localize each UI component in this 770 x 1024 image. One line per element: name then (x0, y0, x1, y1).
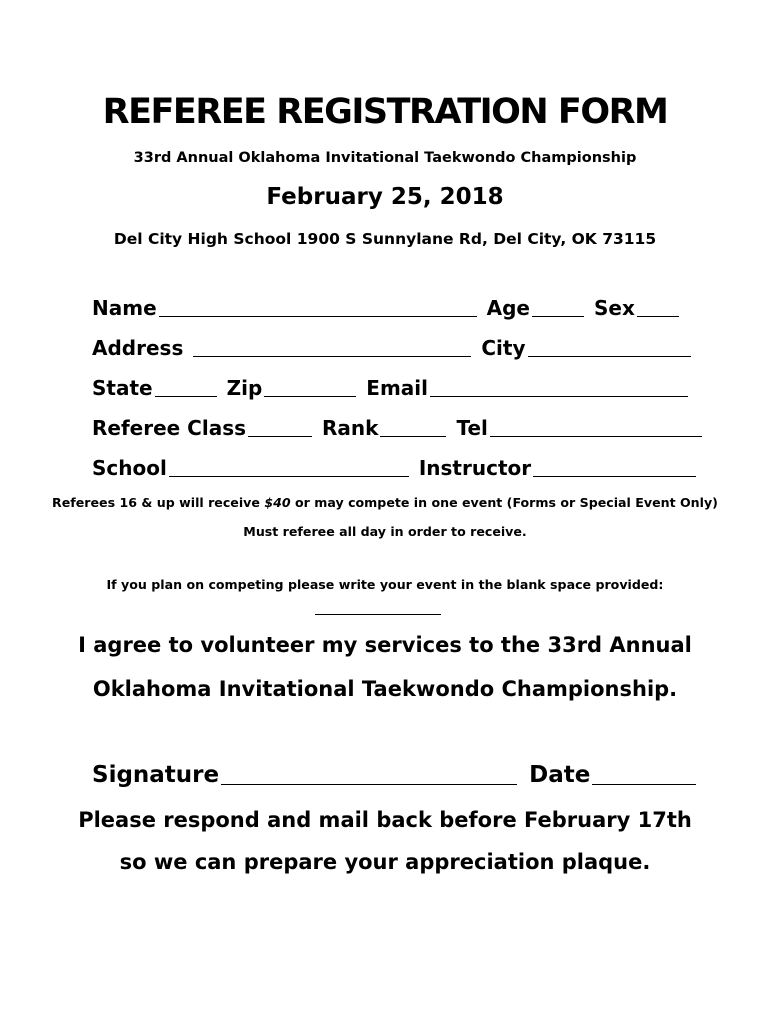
name-blank[interactable] (159, 296, 477, 317)
signature-blank[interactable] (221, 764, 517, 785)
name-label: Name (92, 296, 157, 320)
state-field[interactable] (92, 376, 217, 400)
competing-note: If you plan on competing please write your event in the blank space provided: (106, 577, 664, 592)
email-label: Email (366, 376, 428, 400)
signature-row (92, 762, 682, 788)
agreement-line-2: Oklahoma Invitational Taekwondo Championship. (92, 677, 678, 701)
footer-line-1: Please respond and mail back before February 17th (78, 808, 692, 832)
address-field[interactable] (92, 336, 471, 360)
event-address: Del City High School 1900 S Sunnylane Rd, Del City, OK 73115 (113, 230, 657, 248)
event-blank[interactable] (315, 614, 441, 615)
age-field[interactable] (487, 296, 584, 320)
rank-label: Rank (322, 416, 379, 440)
city-label: City (481, 336, 526, 360)
school-field[interactable] (92, 456, 409, 480)
date-field[interactable] (529, 762, 696, 788)
school-blank[interactable] (169, 456, 409, 477)
payment-note-suffix: or may compete in one event (Forms or Special Event Only) (290, 495, 718, 510)
city-blank[interactable] (528, 336, 691, 357)
all-day-note: Must referee all day in order to receive. (243, 524, 527, 539)
event-subtitle: 33rd Annual Oklahoma Invitational Taekwondo Championship (133, 150, 637, 166)
name-field[interactable] (92, 296, 477, 320)
tel-label: Tel (456, 416, 488, 440)
state-label: State (92, 376, 153, 400)
zip-label: Zip (226, 376, 263, 400)
field-row-state (92, 376, 682, 400)
signature-field[interactable] (92, 762, 517, 788)
signature-label: Signature (92, 762, 220, 788)
zip-blank[interactable] (264, 376, 356, 397)
state-blank[interactable] (155, 376, 217, 397)
referee-class-field[interactable] (92, 416, 312, 440)
instructor-blank[interactable] (533, 456, 696, 477)
referee-class-blank[interactable] (248, 416, 312, 437)
field-row-school (92, 456, 682, 480)
city-field[interactable] (481, 336, 690, 360)
date-blank[interactable] (592, 764, 696, 785)
agreement-line-1: I agree to volunteer my services to the 33rd Annual (78, 633, 692, 657)
tel-blank[interactable] (490, 416, 702, 437)
footer-line-2: so we can prepare your appreciation plaque. (119, 850, 651, 874)
field-row-referee-class (92, 416, 682, 440)
age-blank[interactable] (532, 296, 584, 317)
email-blank[interactable] (430, 376, 688, 397)
rank-blank[interactable] (380, 416, 446, 437)
referee-payment-note (0, 495, 770, 510)
sex-blank[interactable] (637, 296, 679, 317)
instructor-field[interactable] (419, 456, 696, 480)
payment-amount: $40 (264, 495, 291, 510)
field-row-address (92, 336, 682, 360)
address-label: Address (92, 336, 184, 360)
school-label: School (92, 456, 167, 480)
event-date: February 25, 2018 (266, 184, 504, 210)
sex-field[interactable] (594, 296, 679, 320)
email-field[interactable] (366, 376, 688, 400)
sex-label: Sex (594, 296, 635, 320)
date-label: Date (529, 762, 591, 788)
payment-note-prefix: Referees 16 & up will receive (52, 495, 265, 510)
rank-field[interactable] (322, 416, 446, 440)
referee-class-label: Referee Class (92, 416, 247, 440)
instructor-label: Instructor (418, 456, 532, 480)
form-title: REFEREE REGISTRATION FORM (102, 92, 668, 132)
zip-field[interactable] (227, 376, 357, 400)
tel-field[interactable] (456, 416, 701, 440)
address-blank[interactable] (193, 336, 471, 357)
field-row-name (92, 296, 682, 320)
age-label: Age (486, 296, 530, 320)
